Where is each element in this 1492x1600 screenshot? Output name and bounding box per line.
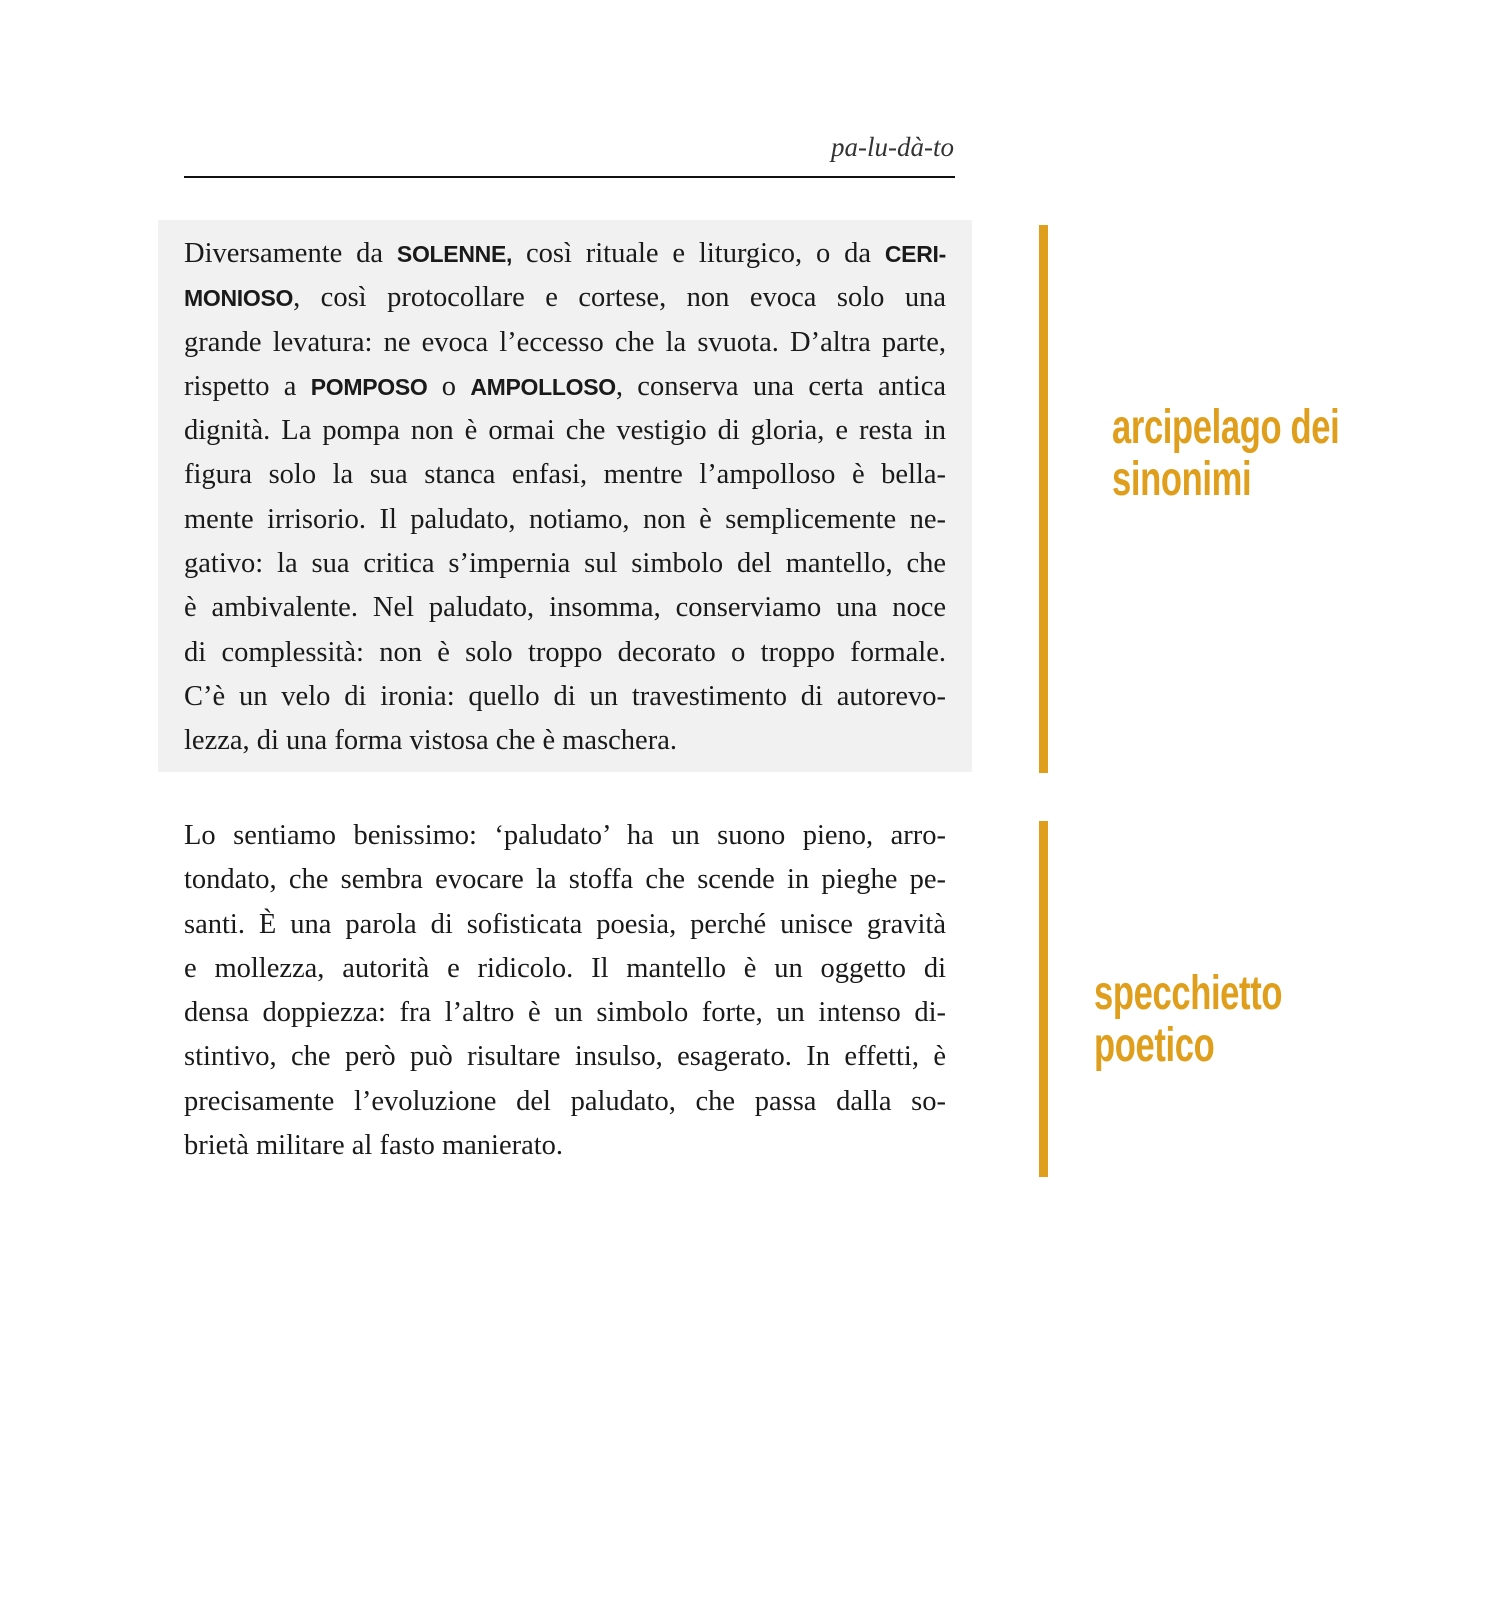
poetic-paragraph — [184, 814, 946, 1168]
section-label-poetic — [1094, 968, 1282, 1072]
text-run: dignità. La pompa non è ormai che vestigio di gloria, e resta in — [184, 415, 946, 447]
section-label-line: poetico — [1094, 1019, 1215, 1072]
section-label-line: arcipelago dei — [1112, 401, 1340, 454]
text-run: Lo sentiamo benissimo: ‘paludato’ ha un suono pieno, arro- — [184, 820, 946, 851]
accent-bar-poetic — [1039, 821, 1048, 1177]
text-run: , così protocollare e cortese, non evoca solo una — [293, 282, 946, 314]
text-line — [184, 814, 946, 858]
text-run: così rituale e liturgico, o da — [512, 238, 885, 269]
synonym-term: CERI- — [884, 241, 946, 267]
text-run: tondato, che sembra evocare la stoffa che scende in pieghe pe- — [184, 864, 946, 896]
header-rule — [184, 176, 955, 178]
text-line — [184, 719, 946, 763]
text-run: C’è un velo di ironia: quello di un travestimento di autorevo- — [184, 680, 946, 712]
text-run: brietà militare al fasto manierato. — [184, 1130, 564, 1162]
synonym-term: AMPOLLOSO — [470, 373, 616, 400]
text-run: di complessità: non è solo troppo decorato o troppo formale. — [184, 636, 946, 668]
text-run: gativo: la sua critica s’impernia sul simbolo del mantello, che — [184, 548, 946, 580]
text-run: rispetto a — [184, 370, 311, 402]
text-line — [184, 991, 946, 1035]
text-run: è ambivalente. Nel paludato, insomma, conserviamo una noce — [184, 592, 946, 624]
text-run: figura solo la sua stanca enfasi, mentre l’ampolloso è bella- — [184, 459, 946, 491]
text-line — [184, 586, 946, 630]
text-run: precisamente l’evoluzione del paludato, che passa dalla so- — [184, 1085, 946, 1117]
running-header-word: pa-lu-dà-to — [831, 132, 954, 162]
section-label-line: specchietto — [1094, 967, 1283, 1020]
text-line — [184, 1124, 946, 1168]
text-line — [184, 453, 946, 497]
text-line — [184, 675, 946, 719]
text-line — [184, 1080, 946, 1124]
text-run: o — [427, 370, 471, 402]
synonym-term: MONIOSO — [184, 285, 294, 312]
text-line — [184, 321, 946, 365]
text-run: mente irrisorio. Il paludato, notiamo, non è semplicemente ne- — [184, 503, 946, 535]
text-run: densa doppiezza: fra l’altro è un simbolo forte, un intenso di- — [184, 997, 946, 1029]
text-line — [184, 903, 946, 947]
text-run: stintivo, che però può risultare insulso, esagerato. In effetti, è — [184, 1041, 946, 1073]
text-run: santi. È una parola di sofisticata poesia, perché unisce gravità — [184, 908, 946, 940]
text-line — [184, 365, 946, 409]
text-run: , conserva una certa antica — [615, 370, 947, 402]
text-line — [184, 1035, 946, 1079]
section-label-line: sinonimi — [1112, 453, 1252, 506]
text-run: Diversamente da — [184, 238, 397, 269]
text-line — [184, 542, 946, 586]
text-line — [184, 232, 946, 276]
text-line — [184, 276, 946, 320]
synonym-term: POMPOSO — [310, 373, 428, 400]
text-line — [184, 631, 946, 675]
section-label-synonyms — [1112, 402, 1339, 506]
text-line — [184, 858, 946, 902]
text-run: lezza, di una forma vistosa che è maschera. — [184, 725, 677, 757]
text-run: e mollezza, autorità e ridicolo. Il mantello è un oggetto di — [184, 952, 946, 984]
text-line — [184, 409, 946, 453]
text-line — [184, 947, 946, 991]
accent-bar-synonyms — [1039, 225, 1048, 773]
synonyms-paragraph — [184, 232, 946, 764]
synonym-term: SOLENNE, — [396, 241, 513, 267]
text-run: grande levatura: ne evoca l’eccesso che la svuota. D’altra parte, — [184, 326, 946, 358]
text-line — [184, 498, 946, 542]
